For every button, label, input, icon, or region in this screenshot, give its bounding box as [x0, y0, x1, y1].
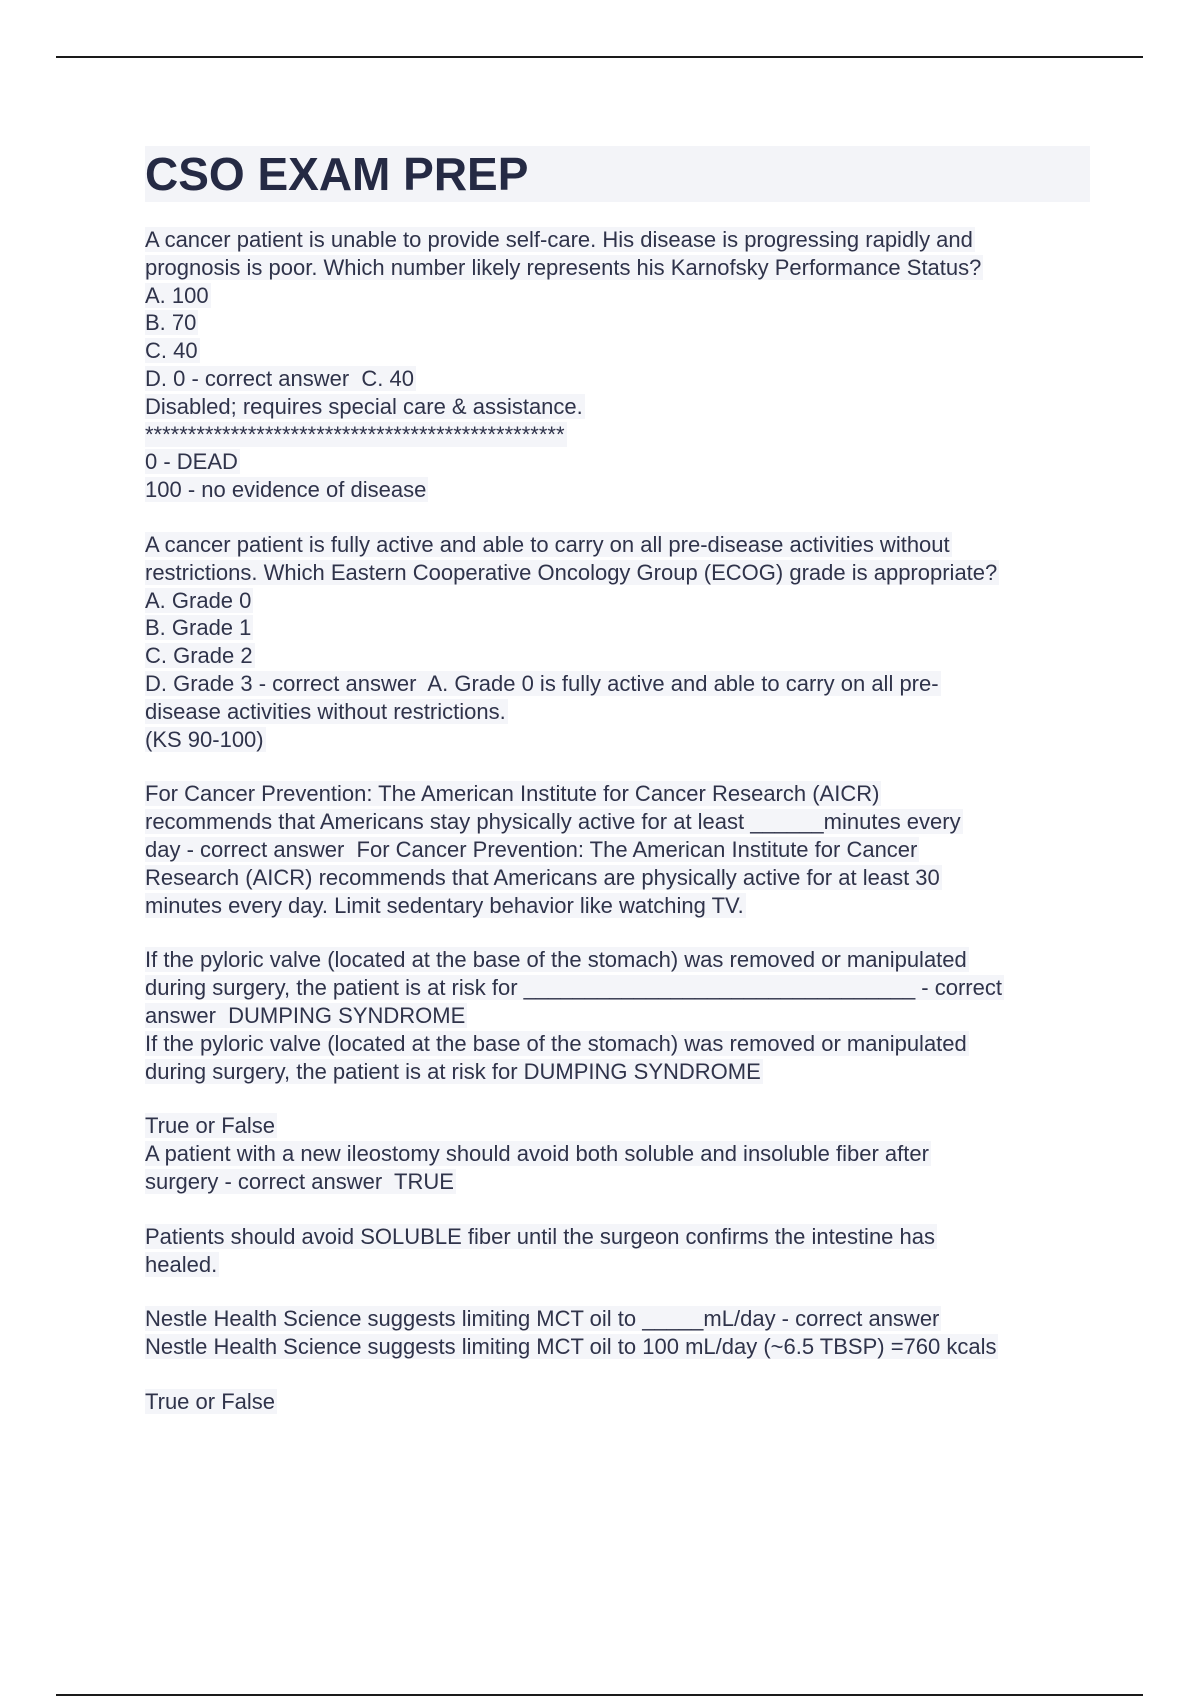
text-line-content: Nestle Health Science suggests limiting MCT oil to _____mL/day - correct answer: [145, 1306, 940, 1332]
text-line: [145, 864, 1090, 892]
top-rule: [56, 56, 1143, 58]
text-line: [145, 1002, 1090, 1030]
qa-block: [145, 1305, 1090, 1361]
title-band: [145, 146, 1090, 202]
text-line: [145, 337, 1090, 365]
text-line-content: True or False: [145, 1388, 276, 1414]
text-line: [145, 836, 1090, 864]
text-line: [145, 780, 1090, 808]
text-line: [145, 808, 1090, 836]
text-line-content: C. 40: [145, 338, 198, 364]
text-line: [145, 393, 1090, 421]
document-content: [145, 146, 1090, 1443]
text-line-content: B. 70: [145, 310, 197, 336]
qa-block: [145, 531, 1090, 753]
text-line-content: surgery - correct answer TRUE: [145, 1168, 454, 1194]
text-line: [145, 587, 1090, 615]
text-line: [145, 476, 1090, 504]
text-line-content: A cancer patient is unable to provide self-care. His disease is progressing rapidly and: [145, 227, 973, 252]
text-line-content: during surgery, the patient is at risk for DUMPING SYNDROME: [145, 1058, 761, 1084]
text-line: [145, 642, 1090, 670]
qa-block: [145, 1112, 1090, 1195]
text-line-content: If the pyloric valve (located at the base of the stomach) was removed or manipulated: [145, 1030, 967, 1056]
text-line: [145, 1305, 1090, 1333]
text-line: [145, 1112, 1090, 1140]
text-line-content: D. 0 - correct answer C. 40: [145, 365, 414, 391]
qa-block: [145, 780, 1090, 919]
text-line: [145, 282, 1090, 310]
qa-block: [145, 226, 1090, 504]
text-line-content: *************************************************: [145, 421, 565, 447]
text-line: [145, 698, 1090, 726]
text-line-content: B. Grade 1: [145, 615, 252, 641]
text-line-content: answer DUMPING SYNDROME: [145, 1002, 466, 1028]
text-line-content: 0 - DEAD: [145, 449, 238, 475]
text-line: [145, 892, 1090, 920]
text-line-content: D. Grade 3 - correct answer A. Grade 0 is fully active and able to carry on all pre-: [145, 670, 939, 696]
text-line: [145, 1388, 1090, 1416]
text-line: [145, 1168, 1090, 1196]
text-line: [145, 226, 1090, 254]
text-line-content: day - correct answer For Cancer Prevention: The American Institute for Cancer: [145, 836, 918, 862]
qa-block: [145, 1223, 1090, 1279]
text-line-content: A. 100: [145, 282, 209, 308]
text-line-content: during surgery, the patient is at risk for ________________________________ - correct: [145, 975, 1002, 1001]
text-line: [145, 1251, 1090, 1279]
bottom-rule: [56, 1694, 1143, 1696]
text-line-content: recommends that Americans stay physically active for at least ______minutes every: [145, 809, 961, 835]
text-line: [145, 726, 1090, 754]
text-line-content: If the pyloric valve (located at the base of the stomach) was removed or manipulated: [145, 947, 967, 973]
text-line-content: Nestle Health Science suggests limiting MCT oil to 100 mL/day (~6.5 TBSP) =760 kcals: [145, 1334, 997, 1360]
text-line: [145, 670, 1090, 698]
text-line-content: Patients should avoid SOLUBLE fiber until the surgeon confirms the intestine has: [145, 1223, 936, 1249]
page-title: CSO EXAM PREP: [145, 148, 529, 200]
text-line-content: Research (AICR) recommends that Americans are physically active for at least 30: [145, 864, 940, 890]
text-line-content: For Cancer Prevention: The American Institute for Cancer Research (AICR): [145, 781, 880, 807]
qa-block: [145, 946, 1090, 1085]
text-line: [145, 448, 1090, 476]
text-line: [145, 559, 1090, 587]
text-line: [145, 309, 1090, 337]
text-line-content: A patient with a new ileostomy should avoid both soluble and insoluble fiber after: [145, 1141, 929, 1167]
text-line-content: C. Grade 2: [145, 643, 253, 669]
text-line: [145, 254, 1090, 282]
text-line: [145, 946, 1090, 974]
text-line-content: prognosis is poor. Which number likely represents his Karnofsky Performance Status?: [145, 254, 982, 280]
text-line: [145, 974, 1090, 1002]
text-line-content: 100 - no evidence of disease: [145, 477, 427, 503]
text-line-content: A. Grade 0: [145, 587, 252, 613]
text-line: [145, 614, 1090, 642]
text-line: [145, 1058, 1090, 1086]
text-line: [145, 421, 1090, 449]
qa-block: [145, 1388, 1090, 1416]
text-line-content: (KS 90-100): [145, 726, 264, 752]
text-line-content: disease activities without restrictions.: [145, 698, 506, 724]
qa-blocks: [145, 226, 1090, 1416]
text-line-content: minutes every day. Limit sedentary behavior like watching TV.: [145, 892, 744, 918]
text-line-content: A cancer patient is fully active and able to carry on all pre-disease activities without: [145, 531, 950, 557]
text-line: [145, 1223, 1090, 1251]
text-line: [145, 1030, 1090, 1058]
text-line-content: restrictions. Which Eastern Cooperative Oncology Group (ECOG) grade is appropriate?: [145, 559, 998, 585]
text-line: [145, 1333, 1090, 1361]
text-line: [145, 1140, 1090, 1168]
text-line-content: healed.: [145, 1251, 218, 1277]
text-line: [145, 531, 1090, 559]
text-line-content: True or False: [145, 1113, 276, 1139]
text-line-content: Disabled; requires special care & assistance.: [145, 393, 583, 419]
text-line: [145, 365, 1090, 393]
